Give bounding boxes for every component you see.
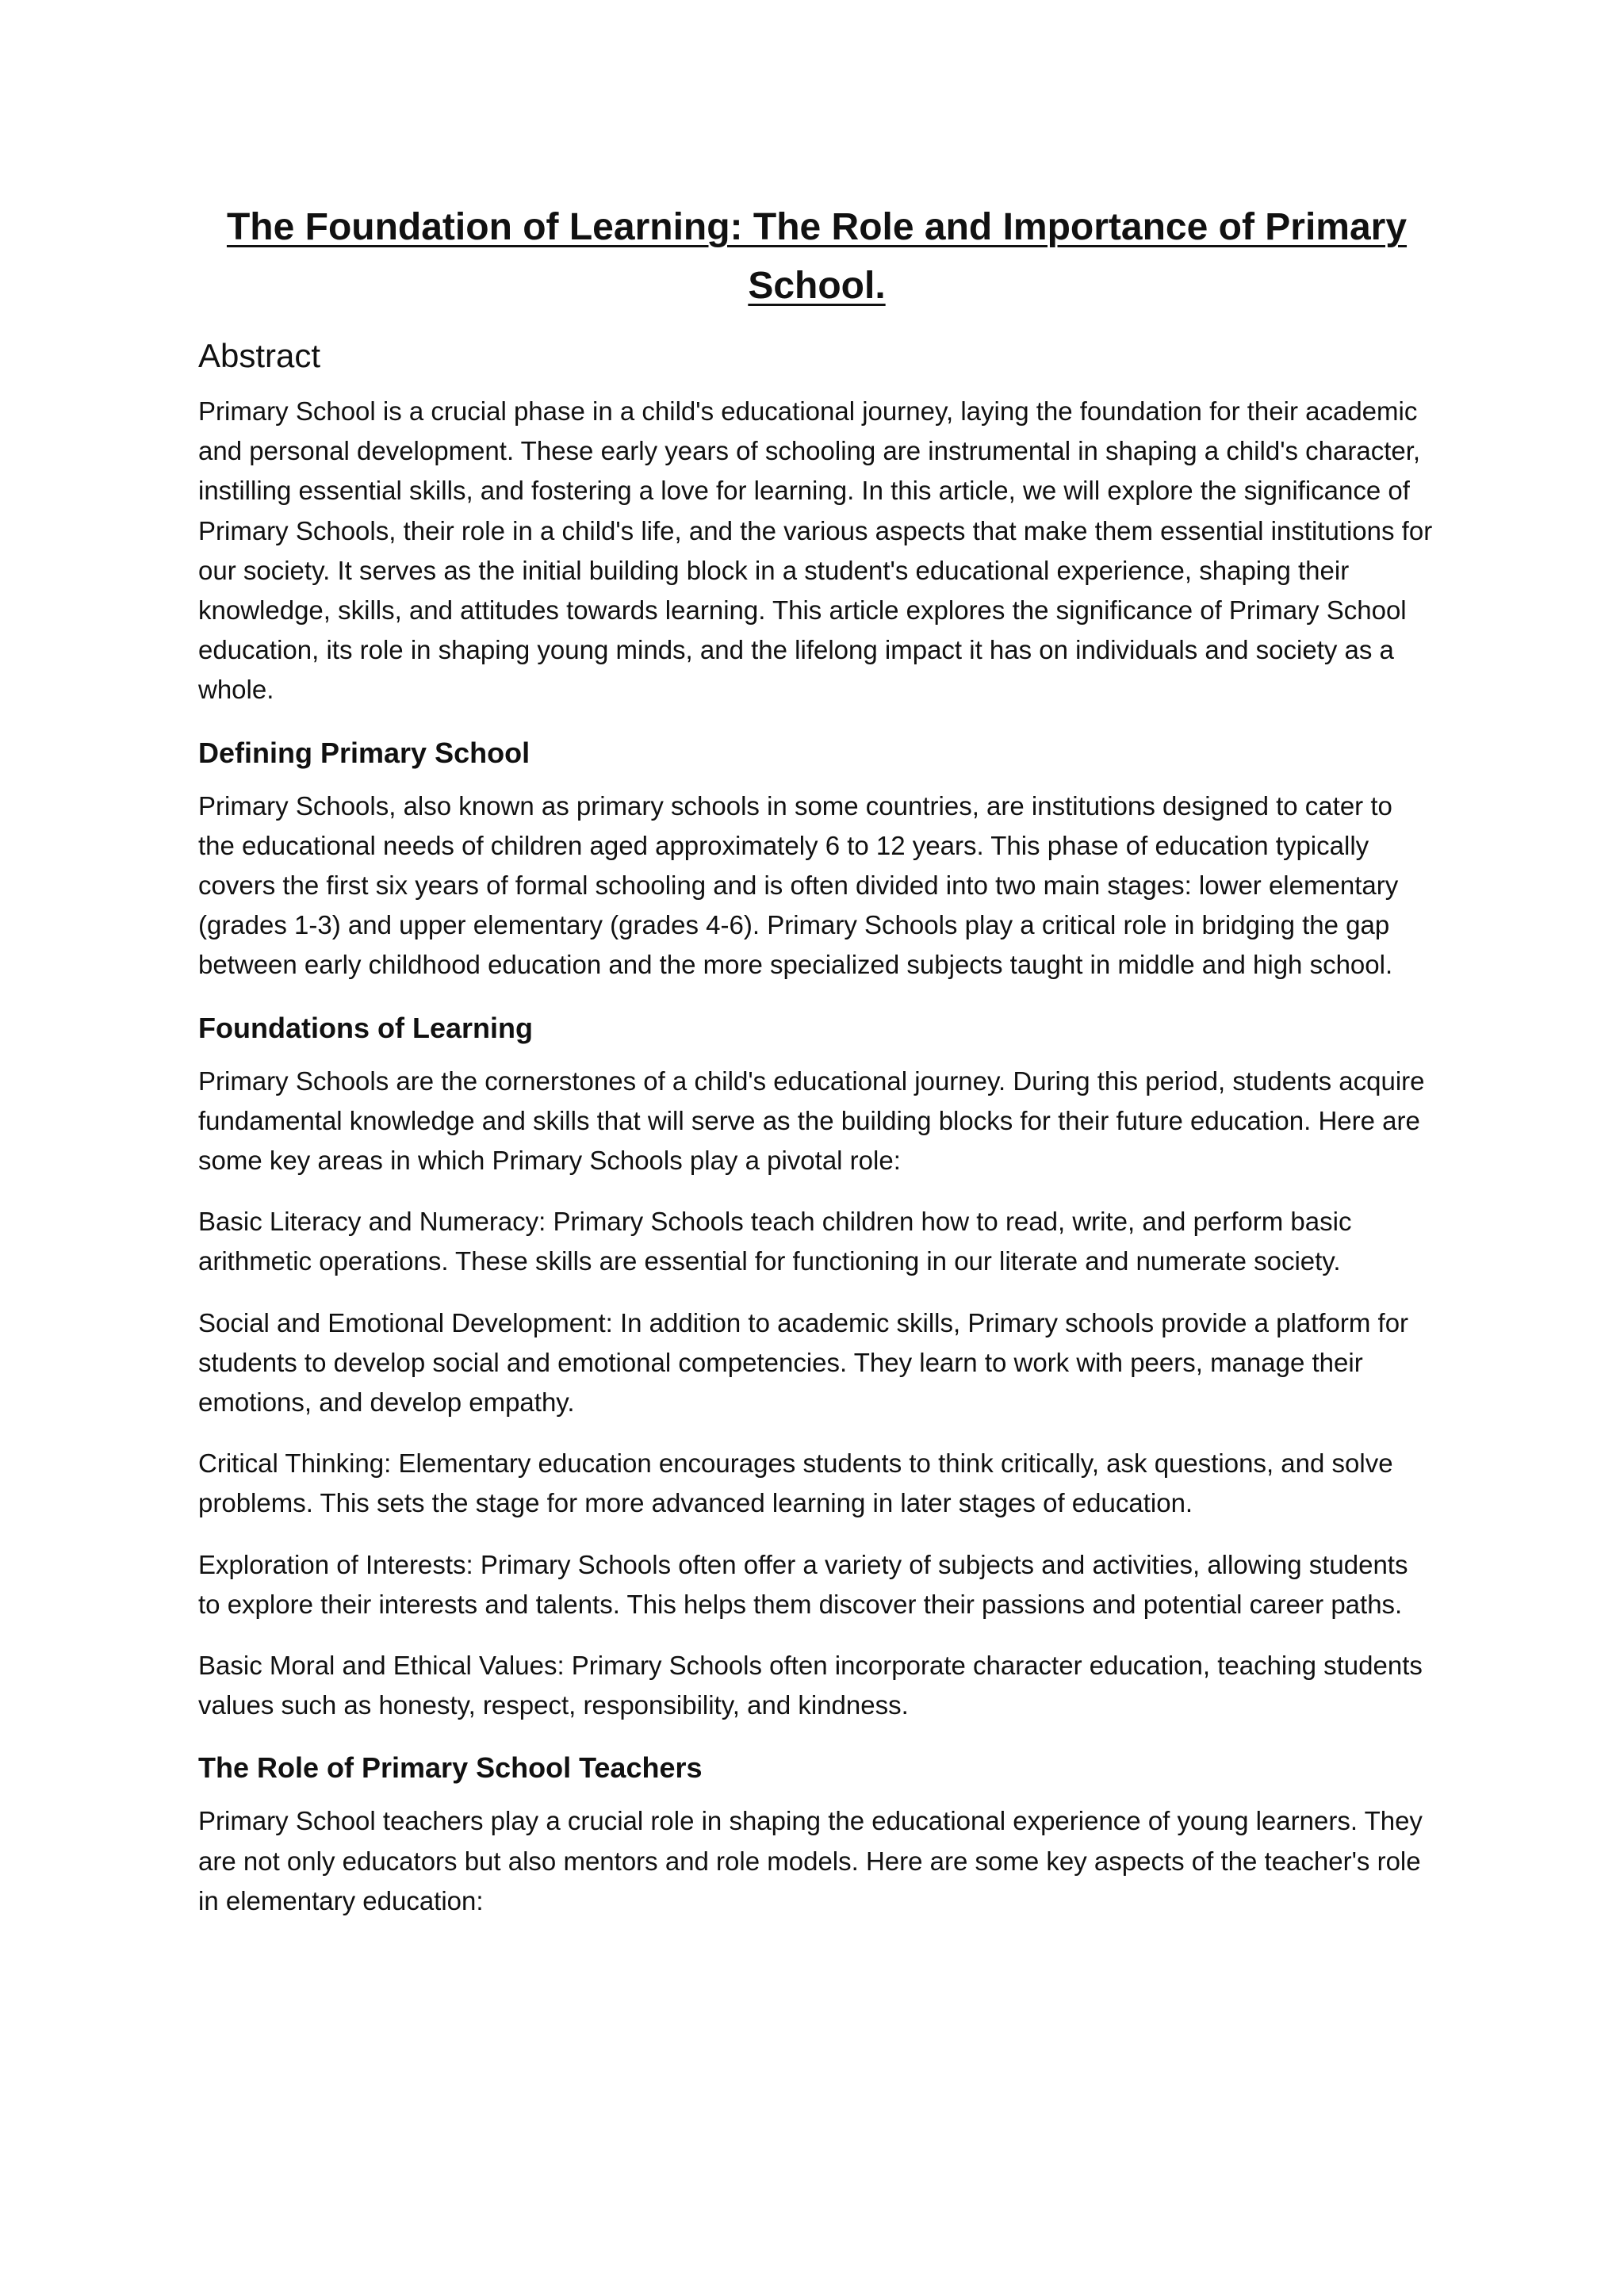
defining-primary-school-paragraph: Primary Schools, also known as primary schools in some countries, are institutions designed to cater to the educational needs of children aged approximately 6 to 12 years. This phase of education typically covers the first six years of formal schooling and is often divided into two main stages: lower elementary (grades 1-3) and upper elementary (grades 4-6). Primary Schools play a critical role in bridging the gap between early childhood education and the more specialized subjects taught in middle and high school. — [198, 790, 1399, 980]
foundations-intro-paragraph: Primary Schools are the cornerstones of a child's educational journey. During this period, students acquire fundamental knowledge and skills that will serve as the building blocks for their future education. Here are some key areas in which Primary Schools play a pivotal role: — [198, 1066, 1425, 1176]
section-heading-abstract: Abstract — [198, 337, 321, 374]
moral-values-paragraph: Basic Moral and Ethical Values: Primary Schools often incorporate character education, teaching students values such as honesty, respect, responsibility, and kindness. — [198, 1651, 1423, 1720]
document-page — [198, 0, 1435, 2296]
social-emotional-paragraph: Social and Emotional Development: In addition to academic skills, Primary schools provide a platform for students to develop social and emotional competencies. They learn to work with peers, manage their emotions, and develop empathy. — [198, 1307, 1409, 1418]
abstract-paragraph: Primary School is a crucial phase in a child's educational journey, laying the foundation for their academic and personal development. These early years of schooling are instrumental in shaping a child's character, instilling essential skills, and fostering a love for learning. In this article, we will explore the significance of Primary Schools, their role in a child's life, and the various aspects that make them essential institutions for our society. It serves as the initial building block in a student's educational experience, shaping their knowledge, skills, and attitudes towards learning. This article explores the significance of Primary School education, its role in shaping young minds, and the lifelong impact it has on individuals and society as a whole. — [198, 396, 1433, 705]
document-title: The Foundation of Learning: The Role and Importance of Primary School. — [226, 206, 1408, 307]
section-heading-foundations-of-learning: Foundations of Learning — [198, 1011, 533, 1044]
critical-thinking-paragraph: Critical Thinking: Elementary education encourages students to think critically, ask questions, and solve problems. This sets the stage for more advanced learning in later stages of education. — [198, 1448, 1393, 1518]
role-of-teachers-paragraph: Primary School teachers play a crucial role in shaping the educational experience of young learners. They are not only educators but also mentors and role models. Here are some key aspects of the teacher's role in elementary education: — [198, 1806, 1423, 1915]
exploration-interests-paragraph: Exploration of Interests: Primary Schools often offer a variety of subjects and activities, allowing students to explore their interests and talents. This helps them discover their passions and potential career paths. — [198, 1549, 1408, 1619]
literacy-numeracy-paragraph: Basic Literacy and Numeracy: Primary Schools teach children how to read, write, and perform basic arithmetic operations. These skills are essential for functioning in our literate and numerate society. — [198, 1207, 1352, 1276]
section-heading-role-of-teachers: The Role of Primary School Teachers — [198, 1751, 703, 1785]
section-heading-defining-primary-school: Defining Primary School — [198, 736, 530, 769]
